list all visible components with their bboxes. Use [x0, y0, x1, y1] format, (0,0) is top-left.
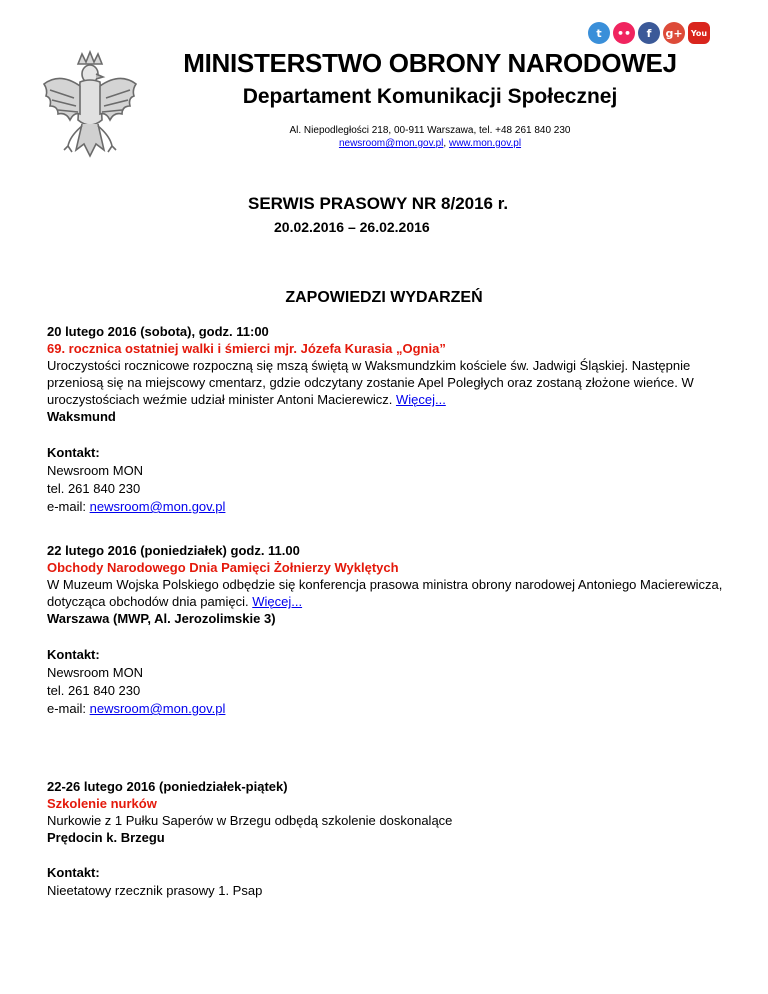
event-body: Nurkowie z 1 Pułku Saperów w Brzegu odbędą szkolenie doskonalące [47, 813, 453, 828]
contact-phone: tel. 261 840 230 [47, 683, 141, 698]
contact-label: Kontakt: [47, 445, 100, 460]
flickr-icon[interactable]: •• [613, 22, 635, 44]
contact-phone: tel. 261 840 230 [47, 481, 141, 496]
website-link[interactable]: www.mon.gov.pl [448, 138, 522, 149]
event-3-contact [47, 864, 727, 900]
event-2-contact [47, 646, 727, 718]
bulletin-dates: 20.02.2016 – 26.02.2016 [274, 219, 430, 235]
contact-label: Kontakt: [47, 865, 100, 880]
event-body: Uroczystości rocznicowe rozpoczną się mszą świętą w Waksmundzkim kościele św. Jadwigi Śląskiej. Następnie przeniosą się na miejscowy cmentarz, gdzie odczytany zostanie Apel Poległych oraz zostaną złożone wieńce. W uroczystościach weźmie udział minister Antoni Macierewicz. Więcej... [47, 358, 694, 407]
event-title: Szkolenie nurków [47, 796, 157, 811]
event-1 [47, 323, 727, 425]
event-1-contact [47, 444, 727, 516]
contact-email-line: e-mail: newsroom@mon.gov.pl [47, 499, 226, 514]
contact-label: Kontakt: [47, 647, 100, 662]
polish-eagle-icon [40, 50, 140, 180]
bulletin-title: SERWIS PRASOWY NR 8/2016 r. [248, 194, 509, 213]
twitter-icon[interactable]: t [588, 22, 610, 44]
email-link[interactable]: newsroom@mon.gov.pl [338, 138, 444, 149]
letterhead [150, 48, 710, 150]
contact-email-link[interactable]: newsroom@mon.gov.pl [89, 499, 226, 514]
more-link[interactable]: Więcej... [252, 594, 303, 609]
event-2 [47, 542, 727, 627]
event-3 [47, 778, 727, 846]
event-place: Warszawa (MWP, Al. Jerozolimskie 3) [47, 611, 276, 626]
event-date: 20 lutego 2016 (sobota), godz. 11:00 [47, 324, 269, 339]
facebook-icon[interactable]: f [638, 22, 660, 44]
youtube-icon[interactable]: You [688, 22, 710, 44]
event-body: W Muzeum Wojska Polskiego odbędzie się konferencja prasowa ministra obrony narodowej Antoniego Macierewicza, dotycząca obchodów dnia pamięci. Więcej... [47, 577, 723, 609]
contact-name: Nieetatowy rzecznik prasowy 1. Psap [47, 883, 263, 898]
event-title: Obchody Narodowego Dnia Pamięci Żołnierzy Wyklętych [47, 560, 399, 575]
more-link[interactable]: Więcej... [395, 392, 446, 407]
link-separator: , [443, 138, 449, 149]
event-date: 22-26 lutego 2016 (poniedziałek-piątek) [47, 779, 288, 794]
dept-name: Departament Komunikacji Społecznej [242, 85, 618, 108]
social-icons [588, 22, 710, 44]
event-title: 69. rocznica ostatniej walki i śmierci mjr. Józefa Kurasia „Ognia” [47, 341, 446, 356]
event-date: 22 lutego 2016 (poniedziałek) godz. 11.00 [47, 543, 300, 558]
contact-name: Newsroom MON [47, 463, 144, 478]
section-title: ZAPOWIEDZI WYDARZEŃ [285, 289, 483, 306]
event-place: Prędocin k. Brzegu [47, 830, 165, 845]
contact-name: Newsroom MON [47, 665, 144, 680]
org-name: MINISTERSTWO OBRONY NARODOWEJ [183, 48, 677, 78]
address-block [150, 124, 710, 150]
contact-email-link[interactable]: newsroom@mon.gov.pl [89, 701, 226, 716]
address-line: Al. Niepodległości 218, 00-911 Warszawa, tel. +48 261 840 230 [289, 125, 571, 136]
google-plus-icon[interactable]: g+ [663, 22, 685, 44]
event-place: Waksmund [47, 409, 116, 424]
contact-email-line: e-mail: newsroom@mon.gov.pl [47, 701, 226, 716]
